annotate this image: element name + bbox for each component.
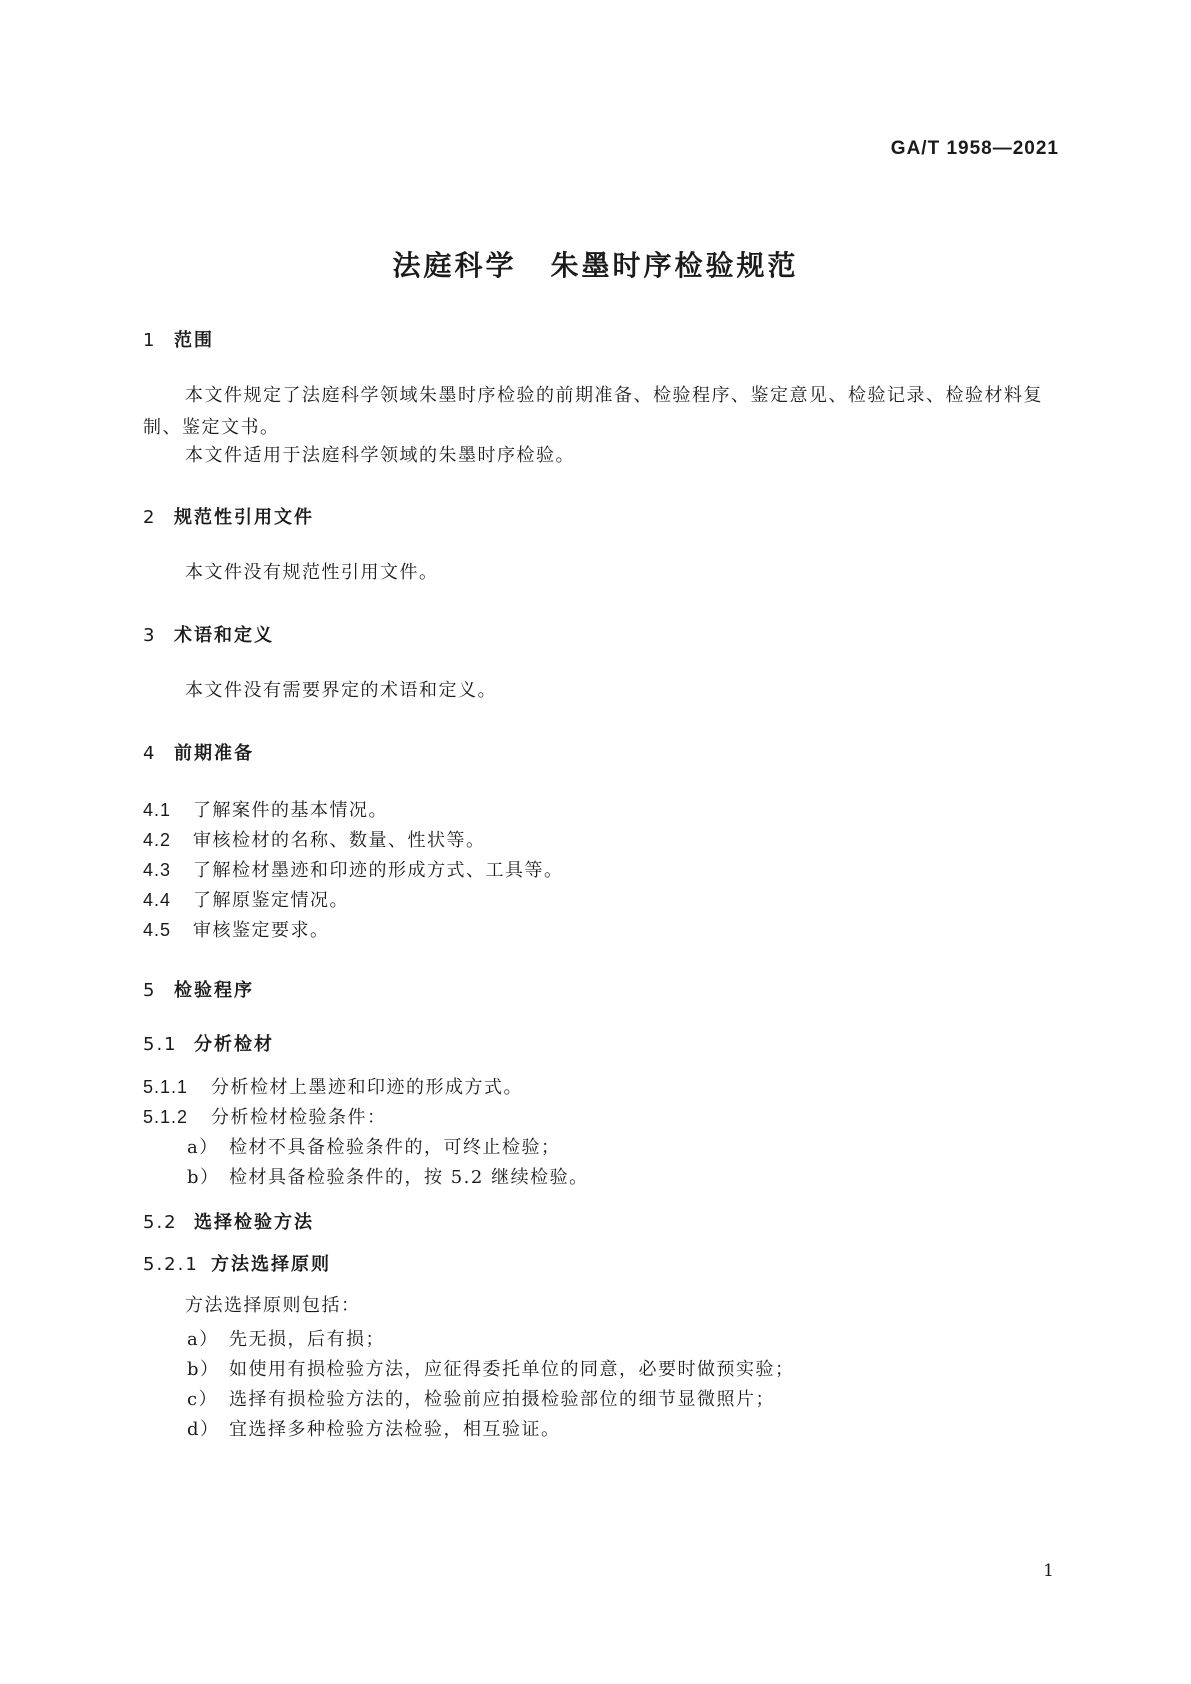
paragraph: 本文件没有需要界定的术语和定义。: [185, 680, 497, 701]
clause-item: 4.3 了解检材墨迹和印迹的形成方式、工具等。: [143, 860, 564, 881]
title-part-2: 朱墨时序检验规范: [550, 249, 799, 282]
list-item: a） 检材不具备检验条件的，可终止检验；: [187, 1137, 561, 1158]
section-heading-5: 5 检验程序: [143, 980, 254, 1001]
title-part-1: 法庭科学: [392, 249, 517, 282]
clause-item: 4.1 了解案件的基本情况。: [143, 800, 388, 821]
subsection-heading-5-2: 5.2 选择检验方法: [143, 1212, 314, 1233]
list-item: c） 选择有损检验方法的，检验前应拍摄检验部位的细节显微照片；: [187, 1389, 775, 1410]
section-heading-2: 2 规范性引用文件: [143, 507, 314, 528]
section-heading-1: 1 范围: [143, 330, 214, 351]
subsection-heading-5-1: 5.1 分析检材: [143, 1034, 274, 1055]
clause-item: 4.4 了解原鉴定情况。: [143, 890, 349, 911]
list-item: b） 如使用有损检验方法，应征得委托单位的同意，必要时做预实验；: [187, 1359, 795, 1380]
document-title: [0, 244, 1191, 284]
clause-item: 5.1.2 分析检材检验条件：: [143, 1107, 387, 1128]
clause-item: 5.1.1 分析检材上墨迹和印迹的形成方式。: [143, 1077, 523, 1098]
paragraph: 本文件适用于法庭科学领域的朱墨时序检验。: [185, 445, 575, 466]
list-item: b） 检材具备检验条件的，按 5.2 继续检验。: [187, 1167, 589, 1188]
standard-code: GA/T 1958—2021: [890, 138, 1059, 159]
list-item: d） 宜选择多种检验方法检验，相互验证。: [187, 1419, 561, 1440]
clause-item: 4.2 审核检材的名称、数量、性状等。: [143, 830, 486, 851]
paragraph: 本文件没有规范性引用文件。: [185, 562, 439, 583]
section-heading-4: 4 前期准备: [143, 743, 254, 764]
paragraph: 方法选择原则包括：: [185, 1295, 361, 1316]
subsection-heading-5-2-1: 5.2.1 方法选择原则: [143, 1254, 331, 1275]
list-item: a） 先无损，后有损；: [187, 1329, 385, 1350]
clause-item: 4.5 审核鉴定要求。: [143, 920, 330, 941]
page-number: 1: [1043, 1561, 1054, 1581]
paragraph: 本文件规定了法庭科学领域朱墨时序检验的前期准备、检验程序、鉴定意见、检验记录、检验材料复制、鉴定文书。: [143, 385, 1043, 438]
section-heading-3: 3 术语和定义: [143, 625, 274, 646]
